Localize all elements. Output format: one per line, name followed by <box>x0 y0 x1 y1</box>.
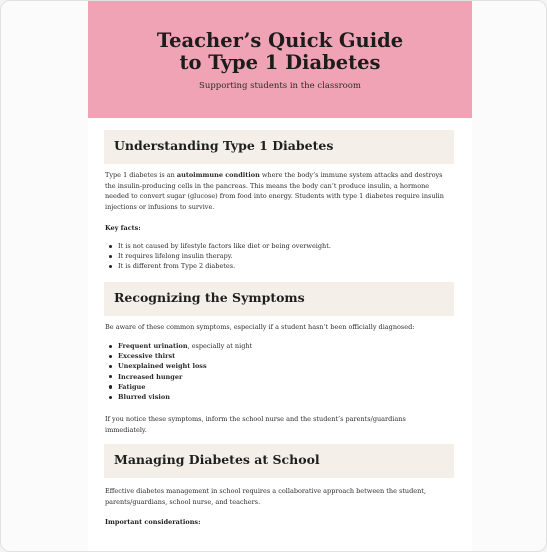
understanding-intro-text: Type 1 diabetes is an <box>105 171 177 179</box>
list-item <box>105 341 445 351</box>
understanding-intro-text-cont: where the body’s immune system attacks and destroys the insulin-producing cells in the pancreas. This means the body can’t produce insulin, a hormone needed to convert sugar (glucose) from food into energy. Students with type 1 diabetes require insulin injections or infusions to survive. <box>105 171 444 211</box>
document-title <box>88 30 472 74</box>
key-facts-list <box>105 241 445 272</box>
managing-intro: Effective diabetes management in school requires a collaborative approach between the student, parents/guardians, school nurse, and teachers. <box>105 487 426 506</box>
symptoms-intro: Be aware of these common symptoms, especially if a student hasn’t been officially diagnosed: <box>105 323 415 331</box>
section-header-managing <box>104 444 454 478</box>
list-item <box>105 372 445 382</box>
symptom-name: Fatigue <box>118 382 146 391</box>
list-item: It is not caused by lifestyle factors like diet or being overweight. <box>105 241 445 251</box>
list-item <box>105 351 445 361</box>
symptom-name: Increased hunger <box>118 372 183 381</box>
document-header <box>88 1 472 118</box>
title-line-1: Teacher’s Quick Guide <box>156 29 404 52</box>
autoimmune-emphasis: autoimmune condition <box>176 171 260 179</box>
key-facts-label: Key facts: <box>105 224 141 232</box>
symptoms-outro: If you notice these symptoms, inform the school nurse and the student’s parents/guardians immediately. <box>105 415 406 434</box>
document-page <box>88 1 472 552</box>
document-subtitle: Supporting students in the classroom <box>199 81 361 91</box>
symptom-name: Blurred vision <box>118 393 170 402</box>
list-item: It requires lifelong insulin therapy. <box>105 251 445 261</box>
section-title-symptoms: Recognizing the Symptoms <box>114 290 305 305</box>
title-line-2: to Type 1 Diabetes <box>179 51 381 74</box>
symptom-name: Excessive thirst <box>118 352 176 361</box>
list-item: It is different from Type 2 diabetes. <box>105 261 445 271</box>
important-considerations-label: Important considerations: <box>105 518 201 526</box>
symptom-name: Unexplained weight loss <box>118 362 207 371</box>
section-title-understanding: Understanding Type 1 Diabetes <box>114 138 334 153</box>
list-item <box>105 382 445 392</box>
symptom-detail: , especially at night <box>187 342 253 350</box>
section-header-understanding <box>104 130 454 164</box>
section-header-symptoms <box>104 282 454 316</box>
symptoms-list <box>105 341 445 402</box>
list-item <box>105 361 445 371</box>
understanding-paragraph <box>105 170 455 212</box>
symptom-name: Frequent urination <box>118 342 188 350</box>
list-item <box>105 392 445 402</box>
section-title-managing: Managing Diabetes at School <box>114 452 320 467</box>
